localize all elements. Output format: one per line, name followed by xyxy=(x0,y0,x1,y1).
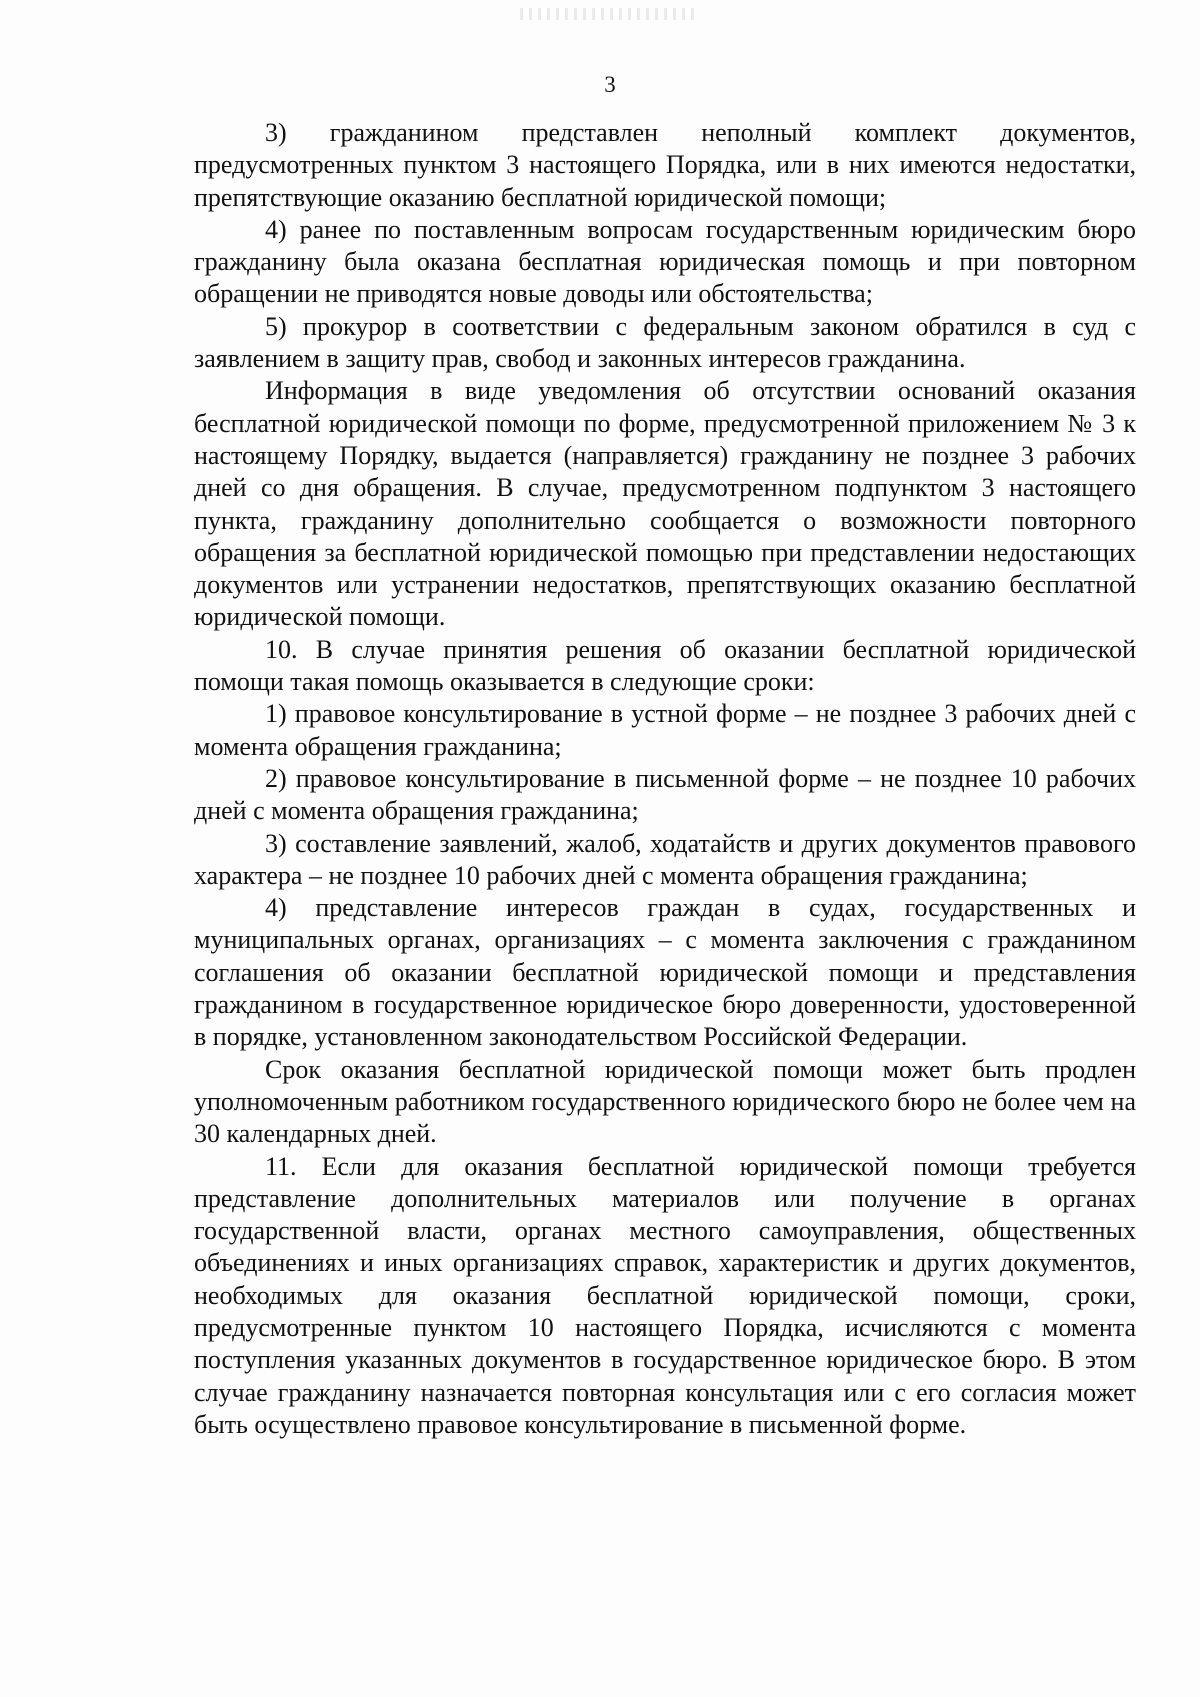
paragraph-notification-info: Информация в виде уведомления об отсутствии оснований оказания бесплатной юридической помощи по форме, предусмотренной приложением № 3 к настоящему Порядку, выдается (направляется) гражданину не позднее 3 рабочих дней со дня обращения. В случае, предусмотренном подпунктом 3 настоящего пункта, гражданину дополнительно сообщается о возможности повторного обращения за бесплатной юридической помощью при представлении недостающих документов или устранении недостатков, препятствующих оказанию бесплатной юридической помощи. xyxy=(194,376,1136,632)
paragraph-item-4: 4) ранее по поставленным вопросам государственным юридическим бюро гражданину была оказана бесплатная юридическая помощь и при повторном обращении не приводятся новые доводы или обстоятельства; xyxy=(194,214,1136,309)
paragraph-term-1: 1) правовое консультирование в устной форме – не позднее 3 рабочих дней с момента обращения гражданина; xyxy=(194,699,1136,761)
paragraph-term-3: 3) составление заявлений, жалоб, ходатайств и других документов правового характера – не позднее 10 рабочих дней с момента обращения гражданина; xyxy=(194,828,1136,890)
page-number: 3 xyxy=(604,72,616,97)
paragraph-section-11: 11. Если для оказания бесплатной юридической помощи требуется представление дополнительных материалов или получение в органах государственной власти, органах местного самоуправления, общественных объединениях и иных организациях справок, характеристик и других документов, необходимых для оказания бесплатной юридической помощи, сроки, предусмотренные пунктом 10 настоящего Порядка, исчисляются с момента поступления указанных документов в государственное юридическое бюро. В этом случае гражданину назначается повторная консультация или с его согласия может быть осуществлено правовое консультирование в письменной форме. xyxy=(194,1151,1136,1439)
paragraph-extension: Срок оказания бесплатной юридической помощи может быть продлен уполномоченным работником государственного юридического бюро не более чем на 30 календарных дней. xyxy=(194,1054,1136,1149)
paragraph-item-3: 3) гражданином представлен неполный комплект документов, предусмотренных пунктом 3 настоящего Порядка, или в них имеются недостатки, препятствующие оказанию бесплатной юридической помощи; xyxy=(194,118,1136,212)
paragraph-term-4: 4) представление интересов граждан в судах, государственных и муниципальных органах, организациях – с момента заключения с гражданином соглашения об оказании бесплатной юридической помощи и представления гражданином в государственное юридическое бюро доверенности, удостоверенной в порядке, установленном законодательством Российской Федерации. xyxy=(194,893,1136,1052)
scan-artifact xyxy=(520,8,700,20)
document-body xyxy=(194,117,1136,1441)
paragraph-term-2: 2) правовое консультирование в письменной форме – не позднее 10 рабочих дней с момента обращения гражданина; xyxy=(194,763,1136,826)
paragraph-section-10: 10. В случае принятия решения об оказании бесплатной юридической помощи такая помощь оказывается в следующие сроки: xyxy=(194,634,1136,697)
paragraph-item-5: 5) прокурор в соответствии с федеральным законом обратился в суд с заявлением в защиту прав, свобод и законных интересов гражданина. xyxy=(194,311,1136,374)
